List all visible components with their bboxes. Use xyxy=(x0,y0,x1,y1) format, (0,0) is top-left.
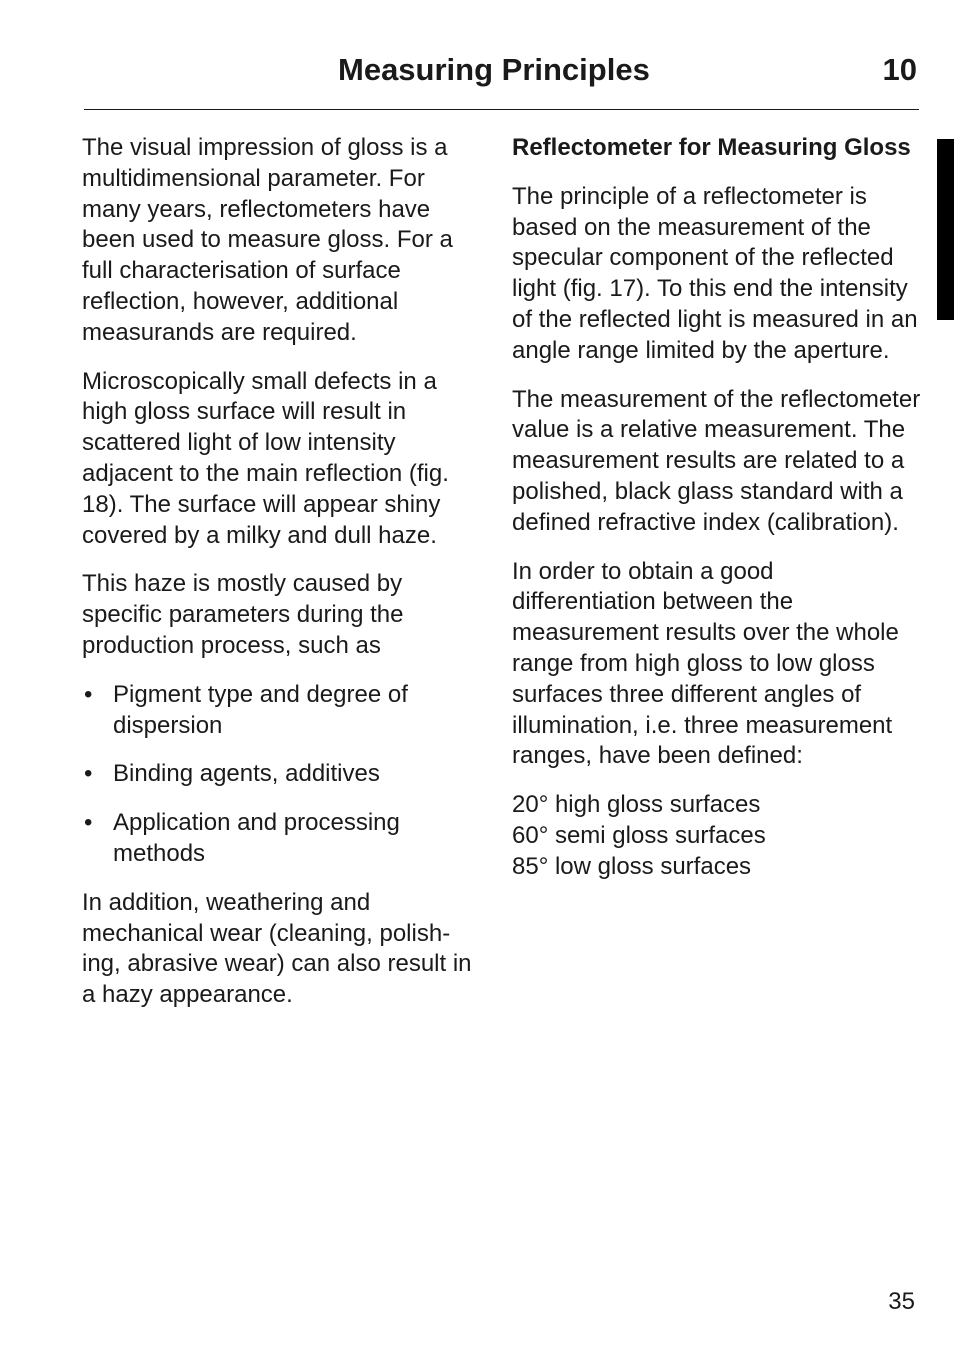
page-title: Measuring Principles xyxy=(338,52,650,87)
paragraph-measurement-ranges: In order to obtain a good differentiation between the measurement results over the whole range from high gloss to low gloss surfaces three different angles of illumination, i.e. three measurement ranges, have been defined: xyxy=(512,557,899,770)
haze-causes-list xyxy=(82,680,487,870)
angle-20-line: 20° high gloss surfaces xyxy=(512,791,761,819)
list-item-text: Binding agents, additives xyxy=(113,760,380,788)
list-item xyxy=(82,680,487,742)
chapter-thumb-tab xyxy=(937,139,954,320)
page-number: 35 xyxy=(888,1288,915,1315)
left-column xyxy=(82,133,487,1029)
angle-list xyxy=(512,790,922,882)
angle-85-line: 85° low gloss surfaces xyxy=(512,852,752,880)
list-item-text: Application and processing methods xyxy=(113,809,400,867)
list-item xyxy=(82,759,487,790)
paragraph-reflectometer-principle: The principle of a reflectometer is based on the measurement of the specular component of the reflected light (fig. 17). To this end the intensity of the reflected light is measured in an angle range limited by the aperture. xyxy=(512,182,918,364)
bullet-icon: • xyxy=(84,680,93,708)
paragraph-gloss-impression: The visual impression of gloss is a multidimensional parameter. For many years, reflectometers have been used to measure gloss. For a full characterisation of surface reflection, however, additional measurands are required. xyxy=(82,134,453,346)
right-column xyxy=(512,133,922,901)
list-item xyxy=(82,808,487,870)
section-heading: Reflectometer for Measuring Gloss xyxy=(512,134,911,161)
header-divider xyxy=(84,109,919,110)
bullet-icon: • xyxy=(84,760,93,788)
angle-60-line: 60° semi gloss surfaces xyxy=(512,821,766,849)
bullet-icon: • xyxy=(84,809,93,837)
chapter-number: 10 xyxy=(882,52,917,87)
list-item-text: Pigment type and degree of dispersion xyxy=(113,680,408,739)
paragraph-weathering: In addition, weathering and mechanical wear (cleaning, polish-ing, abrasive wear) can also result in a hazy appearance. xyxy=(82,888,472,1009)
paragraph-haze-causes: This haze is mostly caused by specific parameters during the production process, such as xyxy=(82,570,404,659)
paragraph-relative-measurement: The measurement of the reflectometer value is a relative measurement. The measurement results are related to a polished, black glass standard with a defined refractive index (calibration). xyxy=(512,385,921,536)
paragraph-microscopic-defects: Microscopically small defects in a high gloss surface will result in scattered light of low intensity adjacent to the main reflection (fig. 18). The surface will appear shiny covered by a milky and dull haze. xyxy=(82,367,449,549)
